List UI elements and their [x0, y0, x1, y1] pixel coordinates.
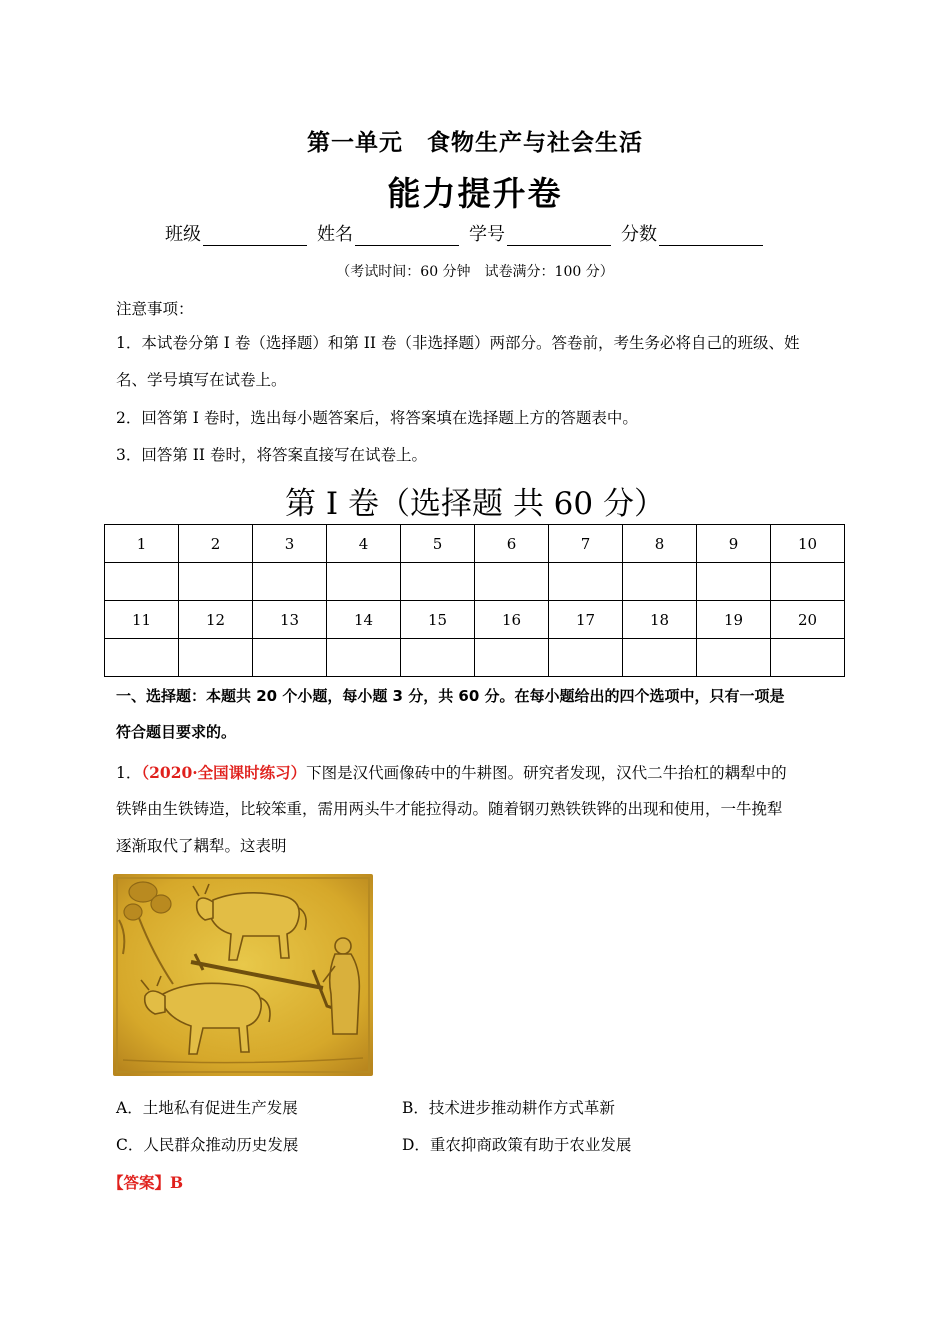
answer-blank-cell[interactable]	[697, 563, 771, 601]
option-b[interactable]: B．技术进步推动耕作方式革新	[402, 1099, 615, 1117]
student-info-row	[165, 220, 805, 246]
answer-blank-cell[interactable]	[771, 563, 845, 601]
answer-blank-cell[interactable]	[179, 639, 253, 677]
answer-blank-cell[interactable]	[549, 639, 623, 677]
answer-blank-cell[interactable]	[327, 639, 401, 677]
answer-blank-cell[interactable]	[179, 563, 253, 601]
answer-blank-cell[interactable]	[327, 563, 401, 601]
han-ox-plough-brick-image	[113, 874, 373, 1076]
class-label: 班级	[165, 224, 201, 245]
answer-number-cell: 9	[697, 525, 771, 563]
score-field[interactable]	[621, 220, 763, 246]
answer-blank-cell[interactable]	[253, 639, 327, 677]
answer-blank-cell[interactable]	[623, 563, 697, 601]
answer-number-cell: 3	[253, 525, 327, 563]
answer-number-cell: 8	[623, 525, 697, 563]
answer-blank-cell[interactable]	[401, 639, 475, 677]
answer-number-cell: 20	[771, 601, 845, 639]
answer-number-cell: 2	[179, 525, 253, 563]
answer-blank-cell[interactable]	[475, 639, 549, 677]
name-blank[interactable]	[355, 227, 459, 246]
answer-value: B	[170, 1173, 184, 1192]
student-id-field[interactable]	[469, 220, 611, 246]
option-a[interactable]: A．土地私有促进生产发展	[116, 1099, 298, 1117]
note-item-3: 3．回答第 II 卷时，将答案直接写在试卷上。	[116, 446, 427, 464]
answer-number-cell: 11	[105, 601, 179, 639]
option-c[interactable]: C．人民群众推动历史发展	[116, 1136, 299, 1154]
answer-blank-cell[interactable]	[697, 639, 771, 677]
answer-number-cell: 13	[253, 601, 327, 639]
option-d[interactable]: D．重农抑商政策有助于农业发展	[402, 1136, 632, 1154]
note-item-1-line-1: 1．本试卷分第 I 卷（选择题）和第 II 卷（非选择题）两部分。答卷前，考生务必将自己的班级、姓	[116, 334, 800, 352]
question-1-line-2: 铁铧由生铁铸造，比较笨重，需用两头牛才能拉得动。随着钢刃熟铁铁铧的出现和使用，一牛挽犁	[116, 800, 783, 818]
answer-number-cell: 5	[401, 525, 475, 563]
note-item-1-line-2: 名、学号填写在试卷上。	[116, 371, 287, 389]
answer-number-cell: 7	[549, 525, 623, 563]
answer-table-number-row	[105, 601, 845, 639]
exam-time: （考试时间：60 分钟 试卷满分：100 分）	[336, 264, 614, 280]
answer-number-cell: 17	[549, 601, 623, 639]
part-one-instructions-line-2: 符合题目要求的。	[116, 723, 237, 741]
score-blank[interactable]	[659, 227, 763, 246]
answer-number-cell: 16	[475, 601, 549, 639]
notes-title: 注意事项：	[116, 300, 194, 318]
answer-table-blank-row	[105, 639, 845, 677]
answer-blank-cell[interactable]	[105, 563, 179, 601]
class-blank[interactable]	[203, 227, 307, 246]
answer-number-cell: 19	[697, 601, 771, 639]
answer-number-cell: 18	[623, 601, 697, 639]
question-source: （2020·全国课时练习）	[141, 763, 307, 782]
student-id-blank[interactable]	[507, 227, 611, 246]
answer-blank-cell[interactable]	[475, 563, 549, 601]
name-field[interactable]	[317, 220, 459, 246]
answer-blank-cell[interactable]	[401, 563, 475, 601]
answer-number-cell: 4	[327, 525, 401, 563]
score-label: 分数	[621, 224, 657, 245]
student-id-label: 学号	[469, 224, 505, 245]
page-title: 能力提升卷	[387, 174, 563, 213]
answer-line	[108, 1171, 183, 1193]
answer-blank-cell[interactable]	[771, 639, 845, 677]
class-field[interactable]	[165, 220, 307, 246]
answer-blank-cell[interactable]	[253, 563, 327, 601]
unit-title: 第一单元 食物生产与社会生活	[307, 130, 643, 156]
question-1-line-1	[116, 754, 846, 792]
question-number: 1．	[116, 764, 142, 782]
answer-number-cell: 12	[179, 601, 253, 639]
answer-blank-cell[interactable]	[549, 563, 623, 601]
note-item-2: 2．回答第 I 卷时，选出每小题答案后，将答案填在选择题上方的答题表中。	[116, 409, 638, 427]
answer-label: 【答案】	[108, 1173, 171, 1192]
answer-number-cell: 10	[771, 525, 845, 563]
answer-table-number-row	[105, 525, 845, 563]
name-label: 姓名	[317, 224, 353, 245]
answer-table-blank-row	[105, 563, 845, 601]
answer-number-cell: 15	[401, 601, 475, 639]
answer-number-cell: 1	[105, 525, 179, 563]
question-1-line-3: 逐渐取代了耦犁。这表明	[116, 837, 287, 855]
answer-blank-cell[interactable]	[623, 639, 697, 677]
answer-table	[104, 524, 845, 677]
answer-number-cell: 14	[327, 601, 401, 639]
part-one-instructions-line-1: 一、选择题：本题共 20 个小题，每小题 3 分，共 60 分。在每小题给出的四个选项中，只有一项是	[116, 687, 785, 705]
question-1-options	[116, 1096, 816, 1156]
answer-number-cell: 6	[475, 525, 549, 563]
answer-blank-cell[interactable]	[105, 639, 179, 677]
question-text-start: 下图是汉代画像砖中的牛耕图。研究者发现，汉代二牛抬杠的耦犁中的	[306, 764, 787, 782]
section-title: 第 I 卷（选择题 共 60 分）	[285, 486, 665, 522]
